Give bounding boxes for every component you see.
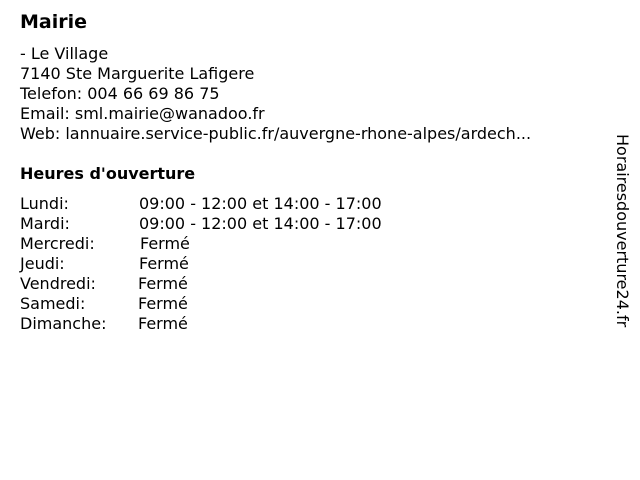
hours-value: 09:00 - 12:00 et 14:00 - 17:00 xyxy=(139,214,382,233)
hours-value: Fermé xyxy=(139,254,189,273)
website-link: Web: lannuaire.service-public.fr/auvergne-rhone-alpes/ardech... xyxy=(20,124,532,143)
phone-number: Telefon: 004 66 69 86 75 xyxy=(20,84,220,103)
page-title: Mairie xyxy=(20,11,88,33)
address-block xyxy=(20,44,600,144)
hours-row-tuesday xyxy=(20,214,382,234)
opening-hours-title: Heures d'ouverture xyxy=(20,164,196,183)
opening-hours-table xyxy=(20,194,382,334)
hours-value: Fermé xyxy=(138,314,188,333)
day-label: Samedi: xyxy=(20,294,86,313)
hours-row-friday xyxy=(20,274,382,294)
address-line-street: - Le Village xyxy=(20,44,109,63)
day-label: Dimanche: xyxy=(20,314,107,333)
site-watermark: Horairesdouverture24.fr xyxy=(613,134,632,328)
day-label: Jeudi: xyxy=(20,254,65,273)
hours-value: Fermé xyxy=(140,234,190,253)
hours-row-saturday xyxy=(20,294,382,314)
day-label: Lundi: xyxy=(20,194,69,213)
email-address: Email: sml.mairie@wanadoo.fr xyxy=(20,104,265,123)
address-line-city: 7140 Ste Marguerite Lafigere xyxy=(20,64,255,83)
hours-row-monday xyxy=(20,194,382,214)
hours-row-sunday xyxy=(20,314,382,334)
day-label: Vendredi: xyxy=(20,274,96,293)
hours-value: 09:00 - 12:00 et 14:00 - 17:00 xyxy=(139,194,382,213)
day-label: Mardi: xyxy=(20,214,70,233)
hours-row-wednesday xyxy=(20,234,382,254)
hours-row-thursday xyxy=(20,254,382,274)
day-label: Mercredi: xyxy=(20,234,95,253)
hours-value: Fermé xyxy=(138,274,188,293)
hours-value: Fermé xyxy=(138,294,188,313)
